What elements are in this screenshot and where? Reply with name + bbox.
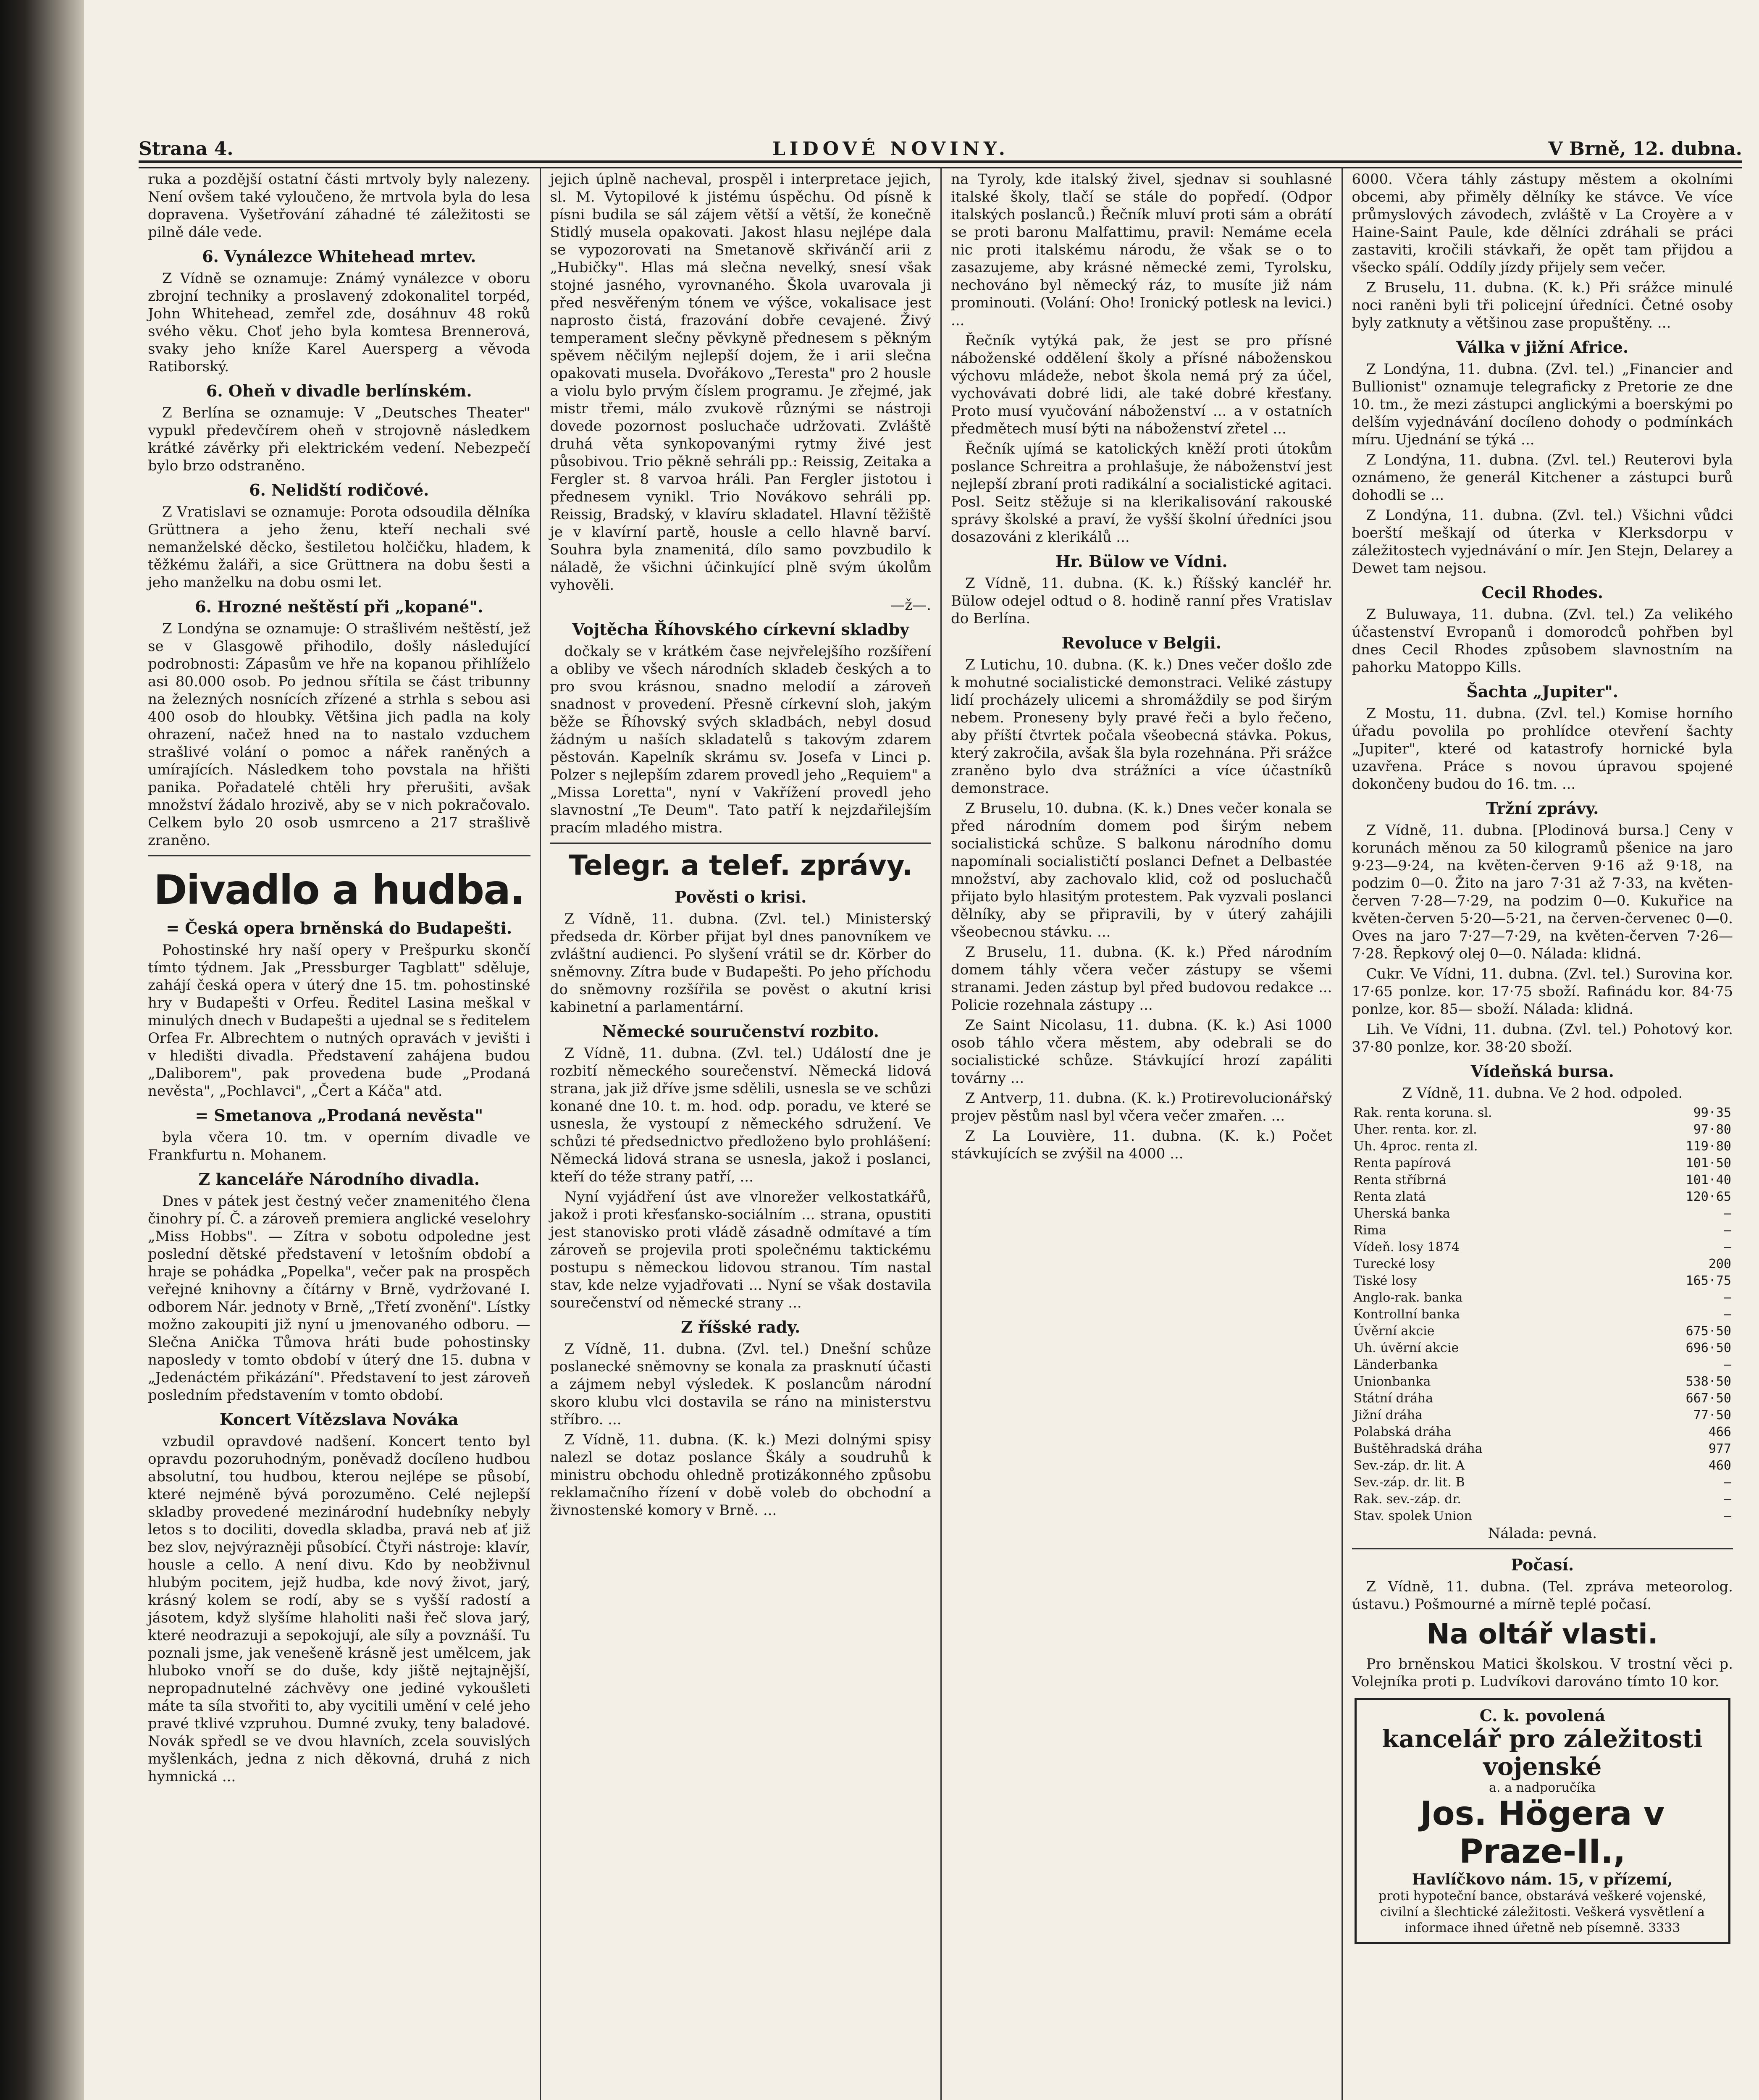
article-text: Z Mostu, 11. dubna. (Zvl. tel.) Komise horního úřadu povolila po prohlídce otevření šachty „Jupiter", které od katastrofy hornické byla uzavřena. Práce s novou úpravou spojené dokončeny budou do 16. tm. ... — [1352, 705, 1733, 793]
stock-value: — — [1723, 1475, 1731, 1490]
table-row — [1352, 1323, 1733, 1340]
headline: Počasí. — [1511, 1555, 1574, 1574]
columns — [139, 167, 1742, 2100]
stock-name: Länderbanka — [1353, 1357, 1438, 1372]
stock-name: Státní dráha — [1353, 1391, 1433, 1406]
stock-value: 119·80 — [1685, 1139, 1731, 1154]
stock-value: 675·50 — [1685, 1324, 1731, 1339]
stock-value: 466 — [1708, 1425, 1731, 1439]
ad-line: Havlíčkovo nám. 15, v přízemí, — [1412, 1871, 1673, 1888]
article-text: Pro brněnskou Matici školskou. V trostní věci p. Volejníka proti p. Ludvíkovi darováno tímto 10 kor. — [1352, 1656, 1733, 1690]
ad-line: Jos. Högera v Praze-II., — [1420, 1795, 1665, 1871]
section-title: Telegr. a telef. zprávy. — [568, 849, 913, 882]
advertisement — [1355, 1698, 1731, 1944]
table-row — [1352, 1457, 1733, 1474]
stock-name: Uh. 4proc. renta zl. — [1353, 1139, 1478, 1154]
stock-name: Renta zlatá — [1353, 1189, 1426, 1204]
article-text: Z Vídně se oznamuje: Známý vynálezce v oboru zbrojní techniky a proslavený zdokonalitel torpéd, John Whitehead, zemřel zde, dosáhnuv 48 roků svého věku. Choť jeho byla komtesa Brennerová, svaky jeho kníže Karel Auersperg a věvoda Ratiborský. — [148, 270, 530, 375]
article-text: Ze Saint Nicolasu, 11. dubna. (K. k.) Asi 1000 osob táhlo včera městem, aby odebrali se do socialistické schůze. Stávkující hrozí zapáliti továrny ... — [951, 1017, 1332, 1087]
table-row — [1352, 1491, 1733, 1508]
ad-line: C. k. povolená — [1479, 1706, 1605, 1725]
headline: Koncert Vítězslava Nováka — [219, 1410, 459, 1429]
headline: Z říšské rady. — [681, 1318, 801, 1336]
article-text: Z La Louvière, 11. dubna. (K. k.) Počet stávkujících se zvýšil na 4000 ... — [951, 1128, 1332, 1162]
stock-value: 120·65 — [1685, 1189, 1731, 1204]
stock-value: — — [1723, 1509, 1731, 1523]
stock-table — [1352, 1105, 1733, 1525]
stock-value: — — [1723, 1290, 1731, 1305]
table-row — [1352, 1155, 1733, 1172]
stock-value: 977 — [1708, 1441, 1731, 1456]
article-text: Z Londýna, 11. dubna. (Zvl. tel.) Reuterovi byla oznámeno, že generál Kitchener a zástupci burů dohodli se ... — [1352, 452, 1733, 504]
article-text: dočkaly se v krátkém čase nejvřelejšího rozšíření a obliby ve všech národních skladeb českých a to pro svou krásnou, snadno melodií a zároveň snadnost v provedení. Přesně církevní sloh, jakým běže se Říhovský svých skladbách, nebyl dosud žádným u naších skladatelů s takovým zdarem pěstován. Kapelník skrámu sv. Josefa v Linci p. Polzer s nejlepším zdarem provedl jeho „Requiem" a „Missa Loretta", nyní v Vakřížení provedl jeho slavnostní „Te Deum". Tato patří k nejzdařilejším pracím mladého mistra. — [550, 643, 931, 836]
article-text: Nálada: pevná. — [1488, 1525, 1597, 1542]
article-text: Nyní vyjádření úst ave vlnorežer velkostatkářů, jakož i proti křesťansko-sociálním ... strana, opustiti jest stanovisko proti vládě zásadně odmítavé a tím zároveň se projevila proti společnému taktickému postupu s německou lidovou stranou. Tím nastal stav, kde nelze vyjadřovati ... Nyní se však dostavila sourečenství od německé strany ... — [550, 1189, 931, 1311]
issue-date: V Brně, 12. dubna. — [1548, 138, 1742, 160]
headline: Z kanceláře Národního divadla. — [198, 1170, 480, 1189]
headline: 6. Oheň v divadle berlínském. — [206, 381, 472, 400]
headline: Hr. Bülow ve Vídni. — [1055, 552, 1228, 571]
signature: —ž—. — [890, 597, 931, 614]
stock-name: Úvěrní akcie — [1353, 1324, 1435, 1339]
headline: = Smetanova „Prodaná nevěsta" — [195, 1106, 483, 1125]
table-row — [1352, 1306, 1733, 1323]
headline: Revoluce v Belgii. — [1061, 633, 1221, 652]
divider — [1352, 1548, 1733, 1549]
stock-name: Renta stříbrná — [1353, 1173, 1447, 1187]
article-text: Řečník vytýká pak, že jest se pro přísné náboženské oddělení školy a přísné náboženskou výchovu mládeže, nebot škola nemá prý za účel, vychovávati dobré lidi, ale také dobré křesťany. Proto musí vyučování náboženství ... a v ostatních předmětech musí býti na náboženství zřetel ... — [951, 332, 1332, 437]
stock-value: — — [1723, 1240, 1731, 1255]
article-text: Z Vídně, 11. dubna. (Zvl. tel.) Událostí dne je rozbití německého sourečenství. Německá lidová strana, jak již dříve jsme sdělili, usnesla se ve schůzi konané dne 10. t. m. hod. odp. poradu, ve které se usnesla, že vystoupí z německého sdružení. Ve schůzi té předsednictvo předloženo bylo prohlášení: Německá lidová strana se usnesla, jakož i poslanci, kteří do téže strany patří, ... — [550, 1045, 931, 1185]
article-text: Z Londýna se oznamuje: O strašlivém neštěstí, jež se v Glasgowě přihodilo, došly následující podrobnosti: Zápasům ve hře na kopanou přihlíželo asi 80.000 osob. Po jednou sřítila se část tribunny na železných nosnících zřízené a strhla s sebou asi 400 osob do hloubky. Většina jich padla na koly ohrazení, načež hned na to nastalo vzduchem strašlivé volání o pomoc a nářek raněných a umírajících. Následkem toho povstala na hřišti panika. Pořadatelé chtěli hry přerušiti, avšak množství žádalo hrozivě, aby se v nich pokračovalo. Celkem bylo 20 osob usmrceno a 217 strašlivě zraněno. — [148, 620, 530, 849]
section-title: Divadlo a hudba. — [153, 866, 525, 914]
article-text: Řečník ujímá se katolických kněží proti útokům poslance Schreitra a prohlašuje, že náboženství jest nejlepší zbraní proti radikální a socialistické agitaci. Posl. Seitz stěžuje si na klerikalisování rakouské správy školské a praví, že vyšší školní úředníci jsou dosazováni z klerikálů ... — [951, 441, 1332, 546]
table-row — [1352, 1273, 1733, 1289]
article-text: Z Vídně, 11. dubna. [Plodinová bursa.] Ceny v korunách měnou za 50 kilogramů pšenice na jaro 9·23—9·24, na květen-červen 9·16 až 9·18, na podzim 0—0. Žito na jaro 7·31 až 7·33, na květen-červen 7·28—7·29, na podzim 0—0. Kukuřice na květen-červen 5·20—5·21, na červen-červenec 0—0. Oves na jaro 7·27—7·29, na květen-červen 7·26—7·28. Řepkový olej 0—0. Nálada: klidná. — [1352, 822, 1733, 962]
article-text: Z Bruselu, 11. dubna. (K. k.) Při srážce minulé noci raněni byli tři policejní úředníci. Četné osoby byly zatknuty a většinou zase propuštěny. ... — [1352, 279, 1733, 331]
table-row — [1352, 1172, 1733, 1189]
headline: Cecil Rhodes. — [1481, 583, 1604, 602]
article-text: na Tyroly, kde italský živel, sjednav si souhlasné italské školy, tlačí se stále do popředí. (Odpor italských poslanců.) Řečník mluví proti sám a obrátí se proti baronu Malfattimu, pravil: Nemáme ecela nic proti italskému národu, že však se o to zasazujeme, aby krásné německé zemi, Tyrolsku, nechováno byl německý ráz, to musíte již nám prominouti. (Volání: Oho! Ironický potlesk na levici.) ... — [951, 171, 1332, 329]
section-title: Na oltář vlasti. — [1426, 1618, 1658, 1650]
stock-name: Anglo-rak. banka — [1353, 1290, 1463, 1305]
article-text: Z Bruselu, 10. dubna. (K. k.) Dnes večer konala se před národním domem pod širým nebem socialistická schůze. S balkonu národního domu napomínali socialističtí poslanci Defnet a Delbastée množství, aby zachovalo klid, což od posluchačů přijato bylo hlasitým protestem. Pak vyzvali poslanci dělníky, aby se připravili, by v úterý zahájili všeobecnou stávku. ... — [951, 800, 1332, 940]
table-row — [1352, 1256, 1733, 1273]
stock-name: Turecké losy — [1353, 1257, 1435, 1271]
stock-name: Vídeň. losy 1874 — [1353, 1240, 1460, 1255]
divider — [550, 843, 932, 844]
stock-value: 99·35 — [1693, 1105, 1731, 1120]
column-4 — [1342, 167, 1743, 2100]
headline: 6. Nelidští rodičové. — [249, 480, 429, 499]
column-1 — [139, 167, 540, 2100]
headline: Německé souručenství rozbito. — [602, 1022, 879, 1041]
stock-name: Renta papírová — [1353, 1156, 1451, 1171]
article-text: Z Antverp, 11. dubna. (K. k.) Protirevolucionářský projev pěstům nasl byl včera večer zmařen. ... — [951, 1090, 1332, 1124]
stock-name: Kontrollní banka — [1353, 1307, 1460, 1322]
article-text: Z Londýna, 11. dubna. (Zvl. tel.) Všichni vůdci boerští meškají od úterka v Klerksdorpu v záležitostech vyjednávání o mír. Jen Stejn, Delarey a Dewet tam nejsou. — [1352, 507, 1733, 577]
article-text: Z Bruselu, 11. dubna. (K. k.) Před národním domem táhly včera večer zástupy se všemi stranami. Jeden zástup byl před budovou redakce ... Policie rozehnala zástupy ... — [951, 944, 1332, 1013]
table-row — [1352, 1289, 1733, 1306]
table-row — [1352, 1474, 1733, 1491]
stock-value: 538·50 — [1685, 1374, 1731, 1389]
stock-name: Jižní dráha — [1353, 1408, 1423, 1423]
stock-value: 77·50 — [1693, 1408, 1731, 1423]
table-row — [1352, 1121, 1733, 1138]
newspaper-page — [84, 0, 1759, 2100]
article-text: ruka a pozdější ostatní části mrtvoly byly nalezeny. Není ovšem také vyloučeno, že mrtvola byla do lesa dopravena. Vyšetřování záhadné té záležitosti se pilně dále vede. — [148, 171, 530, 241]
article-text: Z Vídně, 11. dubna. (K. k.) Mezi dolnými spisy nalezl se dotaz poslance Škály a soudruhů k ministru obchodu ohledně protizákonného způsobu reklamačního řízení v době voleb do obchodní a živnostenské komory v Brně. ... — [550, 1431, 931, 1519]
column-3 — [940, 167, 1342, 2100]
stock-name: Stav. spolek Union — [1353, 1509, 1472, 1523]
headline: 6. Hrozné neštěstí při „kopané". — [195, 597, 483, 616]
headline: Vídeňská bursa. — [1470, 1062, 1614, 1081]
article-text: Z Londýna, 11. dubna. (Zvl. tel.) „Financier and Bullionist" oznamuje telegraficky z Pretorie ze dne 10. tm., že mezi zástupci anglickými a boerskými po delším vyjednávání docíleno dohody o podmínkách míru. Ujednání se týká ... — [1352, 361, 1733, 448]
article-text: 6000. Včera táhly zástupy městem a okolními obcemi, aby přiměly dělníky ke stávce. Ve více průmyslových závodech, zvláště v La Croyère a v Haine-Saint Paule, kde dělníci zdráhali se práci zastaviti, kročili stávkaři, že opět tam přijdou a všecko spálí. Oddíly jízdy přijely sem večer. — [1352, 171, 1733, 276]
article-text: Z Vídně, 11. dubna. (Zvl. tel.) Ministerský předseda dr. Körber přijat byl dnes panovníkem ve zvláštní audienci. Po slyšení vrátil se dr. Körber do sněmovny. Zítra bude v Budapešti. Po jeho příchodu do sněmovny rozšířila se pověst o akutní krisi kabinetní a parlamentární. — [550, 911, 931, 1016]
table-row — [1352, 1357, 1733, 1373]
article-text: jejich úplně nacheval, prospěl i interpretace jejich, sl. M. Vytopilové k jistému úspěchu. Od písně k písni budila se sál zájem větší a větší, že konečně Stidlý musela opakovati. Jakost hlasu nejlépe dala se vypozorovati na Smetanově skřivánčí arii z „Hubičky". Hlas má slečna nevelký, snesí však stojné jasného, vyrovnaného. Škola uvarovala ji před nesvěřeným tónem ve výšce, vokalisace jest naprosto čistá, frazování dobře cevajené. Živý temperament slečny pěvkyně přednesem s pěkným spěvem něčilým nejlepší dojem, že i arii slečna opakovati musela. Dvořákovo „Teresta" pro 2 housle a violu bylo prvým číslem programu. Je zřejmé, jak mistr třemi, málo zvukově různými se nástroji dovede pozornost posluchače udržovati. Zvláště druhá věta synkopovanými rytmy živé jest působivou. Trio pěkně sehráli pp.: Reissig, Zeitaka a Fergler st. 8 varvoa hráli. Pan Fergler jistotou i přednesem vynikl. Trio Novákovo sehráli pp. Reissig, Bradský, v klavíru skladatel. Hlavní těžiště je v klavírní partě, housle a cello hlavně barví. Souhra byla znamenitá, dílo samo povzbudilo k náladě, že všichni účinkující plně svým úkolům vyhověli. — [550, 171, 931, 593]
article-text: Cukr. Ve Vídni, 11. dubna. (Zvl. tel.) Surovina kor. 17·65 ponlze. kor. 17·75 sboží. Rafinádu kor. 84·75 ponlze, kor. 85— sboží. Nálada: klidná. — [1352, 966, 1733, 1018]
article-text: Z Berlína se oznamuje: V „Deutsches Theater" vypukl předevčírem oheň v strojovně následkem krátké závěrky při elektrickém vedení. Nebezpečí bylo brzo odstraněno. — [148, 404, 530, 474]
page-header — [139, 126, 1742, 160]
article-text: Z Vídně, 11. dubna. Ve 2 hod. odpoled. — [1402, 1085, 1683, 1102]
stock-value: 97·80 — [1693, 1122, 1731, 1137]
stock-name: Rima — [1353, 1223, 1387, 1238]
stock-name: Sev.-záp. dr. lit. A — [1353, 1458, 1465, 1473]
ad-line: proti hypoteční bance, obstarává veškeré vojenské, civilní a šlechtické záležitosti. Veškerá vysvětlení a informace ihned úřetně neb písemně. 3333 — [1378, 1889, 1706, 1935]
column-2 — [540, 167, 941, 2100]
stock-name: Rak. renta koruna. sl. — [1353, 1105, 1492, 1120]
article-text: vzbudil opravdové nadšení. Koncert tento byl opravdu pozoruhodným, poněvadž docíleno hudbou absolutní, tou hudbou, kterou nejlépe se působí, které nejméně bývá porozuměno. Celé nejlepší skladby provedené mezinárodní hudebníky nebyly letos s to dociliti, dovedla skladba, pravá neb ať již bez slov, nejvýrazněji působící. Čtyři nástroje: klavír, housle a cello. A není divu. Kdo by neobživnul hlubým pocitem, jejž hudba, kde nový život, jarý, krásný kolem se rodí, aby se s vyšší radostí a jásotem, když slyšíme hlaholiti naši řeč slova jarý, které neodrazuji a sepokojují, ale síly a povznáší. Tu poznali jsme, jak venešeně krásně jest umělcem, jak hluboko vnoří se do duše, kdy jiště nejtajnější, nepropadnutelné záchvěvy one jediné vykoušleti máte ta síla stvořiti to, aby vycitili umění v celé jeho pravé tklivé vzpruhou. Dumné zvuky, teny baladové. Novák spředl se ve dvou hlavních, zcela souvislých myšlenkách, jedna z nich děkovná, druhá z nich hymnická ... — [148, 1433, 530, 1785]
headline: = Česká opera brněnská do Budapešti. — [166, 919, 512, 937]
stock-value: — — [1723, 1357, 1731, 1372]
article-text: Lih. Ve Vídni, 11. dubna. (Zvl. tel.) Pohotový kor. 37·80 ponlze, kor. 38·20 sboží. — [1352, 1021, 1733, 1055]
article-text: Z Vídně, 11. dubna. (Tel. zpráva meteorolog. ústavu.) Pošmourné a mírně teplé počasí. — [1352, 1578, 1733, 1613]
table-row — [1352, 1424, 1733, 1441]
stock-value: — — [1723, 1492, 1731, 1507]
article-text: Dnes v pátek jest čestný večer znamenitého člena činohry pí. Č. a zároveň premiera anglické veselohry „Miss Hobbs". — Zítra v sobotu odpoledne jest poslední dětské představení v letošním období a hraje se pohádka „Popelka", večer pak na prospěch veřejné knihovny a čítárny v Brně, vydržované I. odborem Nár. jednoty v Brně, „Třetí zvonění". Lístky možno zakoupiti již nyní u jmenovaného odboru. — Slečna Anička Tůmova hráti bude pohostinsky naposledy v tomto období v úterý dne 15. dubna v „Jedenáctém přikázání". Představení to jest zároveň posledním představením v tomto období. — [148, 1193, 530, 1404]
stock-value: — — [1723, 1307, 1731, 1322]
ad-line: a. a nadporučíka — [1489, 1780, 1596, 1795]
stock-name: Uherská banka — [1353, 1206, 1450, 1221]
stock-name: Buštěhradská dráha — [1353, 1441, 1483, 1456]
article-text: Z Vídně, 11. dubna. (K. k.) Říšský kancléř hr. Bülow odejel odtud o 8. hodině ranní přes Vratislav do Berlína. — [951, 575, 1332, 627]
table-row — [1352, 1239, 1733, 1256]
stock-name: Unionbanka — [1353, 1374, 1431, 1389]
headline: Tržní zprávy. — [1486, 799, 1599, 818]
page-number: Strana 4. — [139, 138, 234, 160]
table-row — [1352, 1222, 1733, 1239]
ad-line: kancelář pro záležitosti vojenské — [1382, 1725, 1703, 1781]
headline: Vojtěcha Říhovského církevní skladby — [572, 620, 909, 639]
headline: Pověsti o krisi. — [675, 887, 807, 906]
table-row — [1352, 1441, 1733, 1457]
stock-value: — — [1723, 1206, 1731, 1221]
stock-name: Rak. sev.-záp. dr. — [1353, 1492, 1461, 1507]
stock-name: Uh. úvěrní akcie — [1353, 1341, 1459, 1355]
headline: 6. Vynálezce Whitehead mrtev. — [202, 247, 476, 266]
article-text: Pohostinské hry naší opery v Prešpurku skončí tímto týdnem. Jak „Pressburger Tagblatt" sděluje, zahájí česká opera v úterý dne 15. tm. pohostinské hry v Budapešti v Orfeu. Ředitel Lasina meškal v minulých dnech v Budapešti a ujednal se s ředitelem Orfea Fr. Albrechtem o nutných opravách v jevišti i v hledišti divadla. Představení zahájena budou „Daliborem", pak provedena bude „Prodaná nevěsta", „Pochlavci", „Čert a Káča" atd. — [148, 942, 530, 1100]
binding-edge — [0, 0, 84, 2100]
article-text: Z Vratislavi se oznamuje: Porota odsoudila dělníka Grüttnera a jeho ženu, kteří nechali své nemanželské děcko, šestiletou holčičku, hladem, k těžkému žaláři, a sice Grüttnera na dobu šesti a jeho manželku na dobu osmi let. — [148, 504, 530, 591]
article-text: Z Buluwaya, 11. dubna. (Zvl. tel.) Za velikého účastenství Evropanů i domorodců pohřben byl dnes Cecil Rhodes způsobem slavnostním na pahorku Matoppo Kills. — [1352, 606, 1733, 676]
stock-value: 101·50 — [1685, 1156, 1731, 1171]
table-row — [1352, 1138, 1733, 1155]
stock-name: Tiské losy — [1353, 1273, 1417, 1288]
stock-name: Polabská dráha — [1353, 1425, 1452, 1439]
masthead: LIDOVÉ NOVINY. — [772, 138, 1009, 160]
stock-value: 460 — [1708, 1458, 1731, 1473]
table-row — [1352, 1373, 1733, 1390]
stock-value: 200 — [1708, 1257, 1731, 1271]
headline: Válka v jižní Africe. — [1456, 338, 1629, 357]
stock-value: — — [1723, 1223, 1731, 1238]
table-row — [1352, 1508, 1733, 1525]
stock-name: Uher. renta. kor. zl. — [1353, 1122, 1477, 1137]
table-row — [1352, 1189, 1733, 1205]
divider — [148, 855, 530, 856]
table-row — [1352, 1407, 1733, 1424]
article-text: Z Lutichu, 10. dubna. (K. k.) Dnes večer došlo zde k mohutné socialistické demonstraci. Veliké zástupy lidí procházely ulicemi a shromáždily se pod širým nebem. Proneseny byly pravé řeči a bylo řečeno, aby příští čtvrtek počala všeobecná stávka. Pokus, který zakročila, avšak šla byla rozehnána. Při srážce zraněno bylo dva strážníci a více účastníků demonstrace. — [951, 656, 1332, 797]
table-row — [1352, 1390, 1733, 1407]
stock-value: 101·40 — [1685, 1173, 1731, 1187]
table-row — [1352, 1105, 1733, 1121]
stock-name: Sev.-záp. dr. lit. B — [1353, 1475, 1465, 1490]
stock-value: 165·75 — [1685, 1273, 1731, 1288]
article-text: byla včera 10. tm. v operním divadle ve Frankfurtu n. Mohanem. — [148, 1129, 530, 1163]
table-row — [1352, 1205, 1733, 1222]
stock-value: 696·50 — [1685, 1341, 1731, 1355]
headline: Šachta „Jupiter". — [1466, 682, 1618, 701]
article-text: Z Vídně, 11. dubna. (Zvl. tel.) Dnešní schůze poslanecké sněmovny se konala za prasknutí účasti a zájmem nebyl výsledek. K poslancům národní skoro klubu vlci dostavila se ráno na ministerstvu stříbro. ... — [550, 1341, 931, 1428]
stock-value: 667·50 — [1685, 1391, 1731, 1406]
table-row — [1352, 1340, 1733, 1357]
